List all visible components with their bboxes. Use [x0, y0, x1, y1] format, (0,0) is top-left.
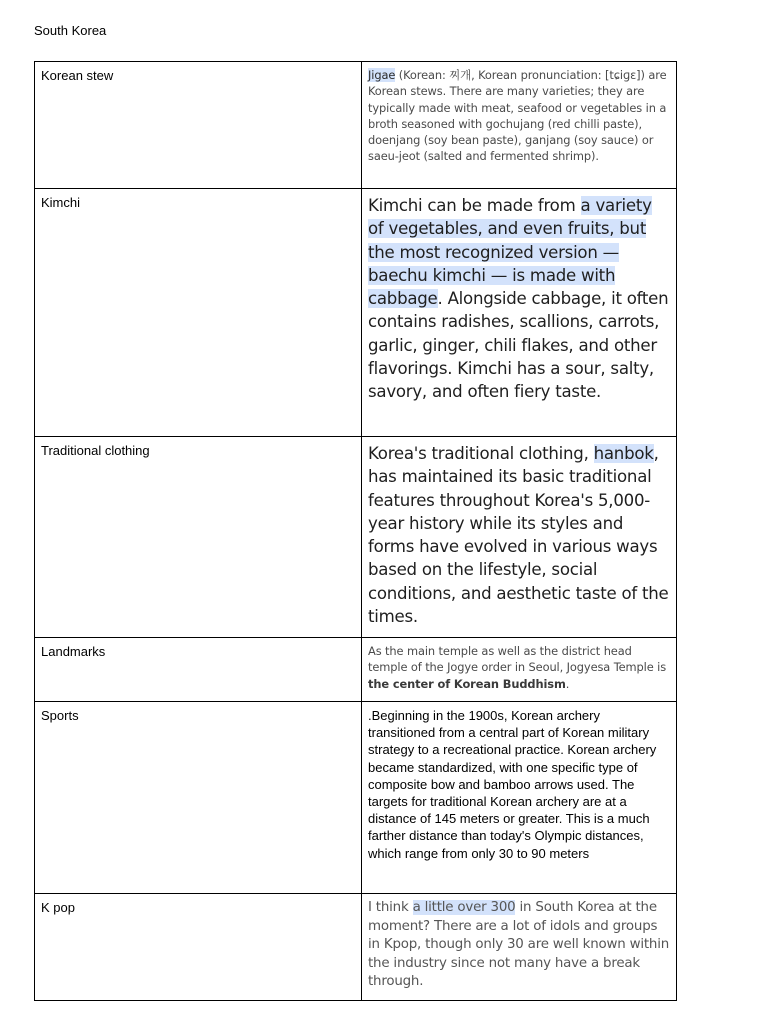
row-label: Sports: [41, 708, 79, 723]
row-description: [362, 638, 676, 696]
description-text: Kimchi can be made from: [368, 196, 581, 215]
description-text: . Alongside cabbage, it often contains radishes, scallions, carrots, garlic, ginger, chili flakes, and other flavorings. Kimchi has a sour, salty, savory, and often fiery taste.: [368, 289, 669, 402]
description-text: (Korean: 찌개, Korean pronunciation: [tɕiɡɛ]) are Korean stews. There are many varieties; they are typically made with meat, seafood or vegetables in a broth seasoned with gochujang (red chilli paste), doenjang (soy bean paste), ganjang (soy sauce) or saeu-jeot (salted and fermented shrimp).: [368, 68, 667, 164]
row-label-cell[interactable]: [35, 62, 362, 189]
table-row: [35, 62, 677, 189]
row-description-cell[interactable]: [362, 437, 677, 638]
highlighted-text: a variety of vegetables, and even fruits, but the most recognized version — baechu kimchi — is made with cabbage: [368, 196, 652, 309]
row-label: Kimchi: [41, 195, 81, 210]
bold-text: the center of Korean Buddhism: [368, 676, 566, 691]
table-row: [35, 189, 677, 437]
highlighted-text: hanbok: [593, 444, 654, 463]
highlighted-text: a little over 300: [412, 900, 516, 915]
row-label: Landmarks: [41, 644, 106, 659]
table-row: [35, 702, 677, 894]
row-description: .Beginning in the 1900s, Korean archery transitioned from a central part of Korean military strategy to a recreational practice. Korean archery became standardized, with one specific type of composite bow and bamboo arrows used. The targets for traditional Korean archery are at a distance of 145 meters or greater. This is a much farther distance than today's Olympic distances, which range from only 30 to 90 meters: [368, 708, 657, 861]
row-label: Traditional clothing: [41, 443, 150, 458]
description-text: I think: [368, 900, 413, 915]
highlighted-text: Jigae: [368, 68, 396, 82]
description-text: As the main temple as well as the district head temple of the Jogye order in Seoul, Jogyesa Temple is: [368, 644, 667, 675]
row-description-cell[interactable]: [362, 62, 677, 189]
row-label: Korean stew: [41, 68, 114, 83]
table-row: [35, 437, 677, 638]
row-description: [362, 437, 676, 632]
row-description: [362, 894, 676, 996]
description-text: , has maintained its basic traditional features throughout Korea's 5,000-year history while its styles and forms have evolved in various ways based on the lifestyle, social conditions, and aesthetic taste of the times.: [368, 444, 669, 627]
description-text: .: [565, 676, 570, 691]
row-description-cell[interactable]: [362, 189, 677, 437]
row-description: [362, 62, 676, 169]
description-text: Korea's traditional clothing,: [368, 444, 594, 463]
info-table: [34, 61, 677, 1001]
table-row: [35, 894, 677, 1001]
row-label-cell[interactable]: [35, 437, 362, 638]
description-text: in South Korea at the moment? There are a lot of idols and groups in Kpop, though only 30 are well known within the industry since not many have a break through.: [368, 900, 670, 990]
row-label-cell[interactable]: [35, 638, 362, 702]
row-description-cell[interactable]: [362, 638, 677, 702]
row-label-cell[interactable]: [35, 189, 362, 437]
row-description: [362, 189, 676, 408]
table-row: [35, 638, 677, 702]
row-description-cell[interactable]: [362, 702, 677, 894]
row-label: K pop: [41, 900, 75, 915]
row-label-cell[interactable]: [35, 894, 362, 1001]
document-title: South Korea: [34, 23, 107, 38]
row-description-cell[interactable]: [362, 894, 677, 1001]
row-label-cell[interactable]: [35, 702, 362, 894]
